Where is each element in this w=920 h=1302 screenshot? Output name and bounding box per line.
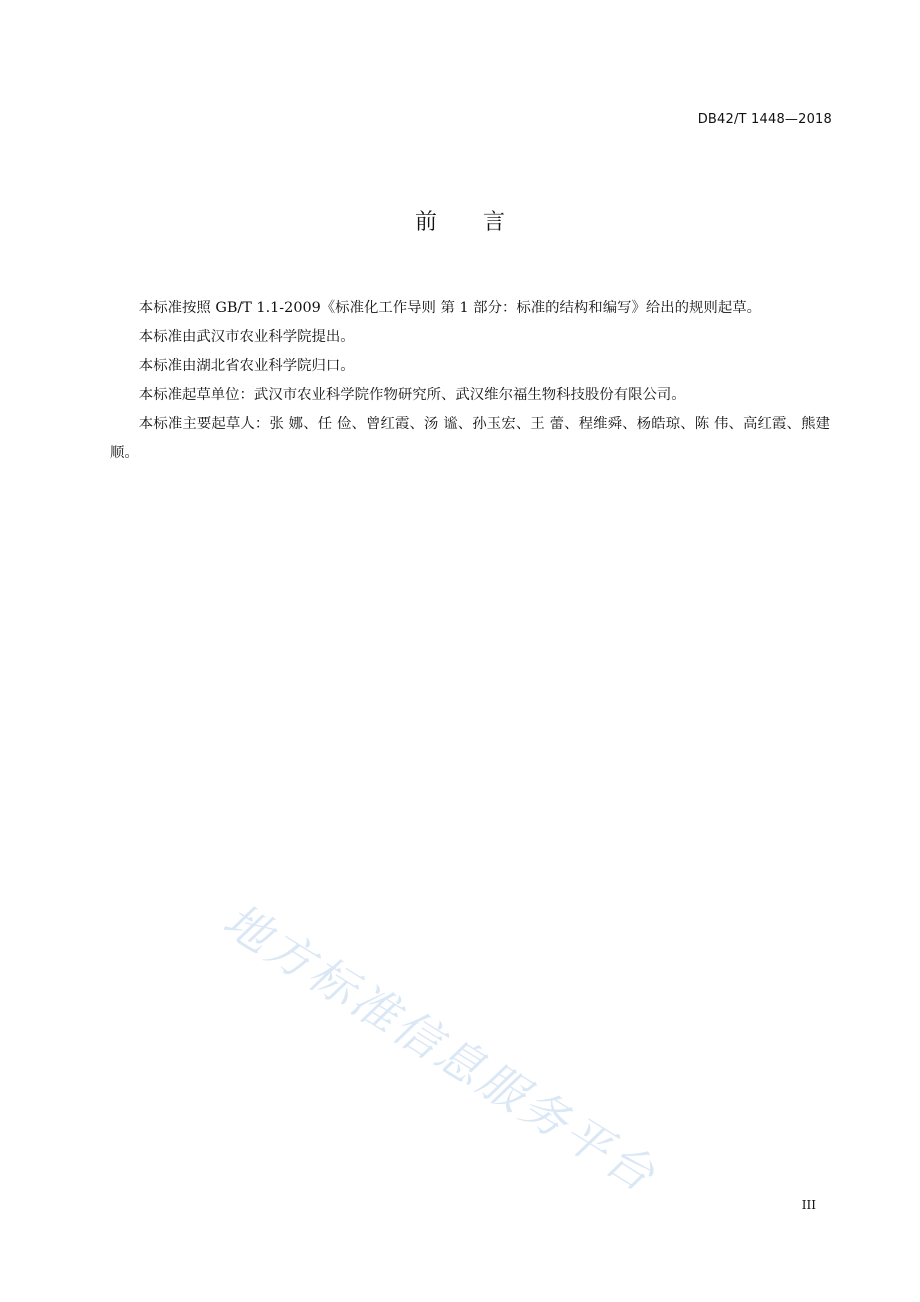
- page-number: III: [801, 1198, 816, 1212]
- paragraph-drafting-units: 本标准起草单位：武汉市农业科学院作物研究所、武汉维尔福生物科技股份有限公司。: [138, 387, 686, 403]
- page-title: 前言: [414, 210, 551, 235]
- paragraph-centralized-unit: 本标准由湖北省农业科学院归口。: [138, 358, 355, 374]
- paragraph-proposer: 本标准由武汉市农业科学院提出。: [138, 329, 355, 345]
- body-text: [110, 294, 830, 468]
- document-code: DB42/T 1448—2018: [697, 112, 832, 127]
- paragraph-drafters: 本标准主要起草人：张 娜、任 俭、曾红霞、汤 谧、孙玉宏、王 蕾、程维舜、杨皓琼、陈 伟、高红霞、熊建顺。: [110, 416, 830, 461]
- watermark: 地方标准信息服务平台: [214, 892, 667, 1204]
- paragraph-drafting-rules: 本标准按照 GB/T 1.1-2009《标准化工作导则 第 1 部分：标准的结构和编写》给出的规则起草。: [138, 300, 761, 316]
